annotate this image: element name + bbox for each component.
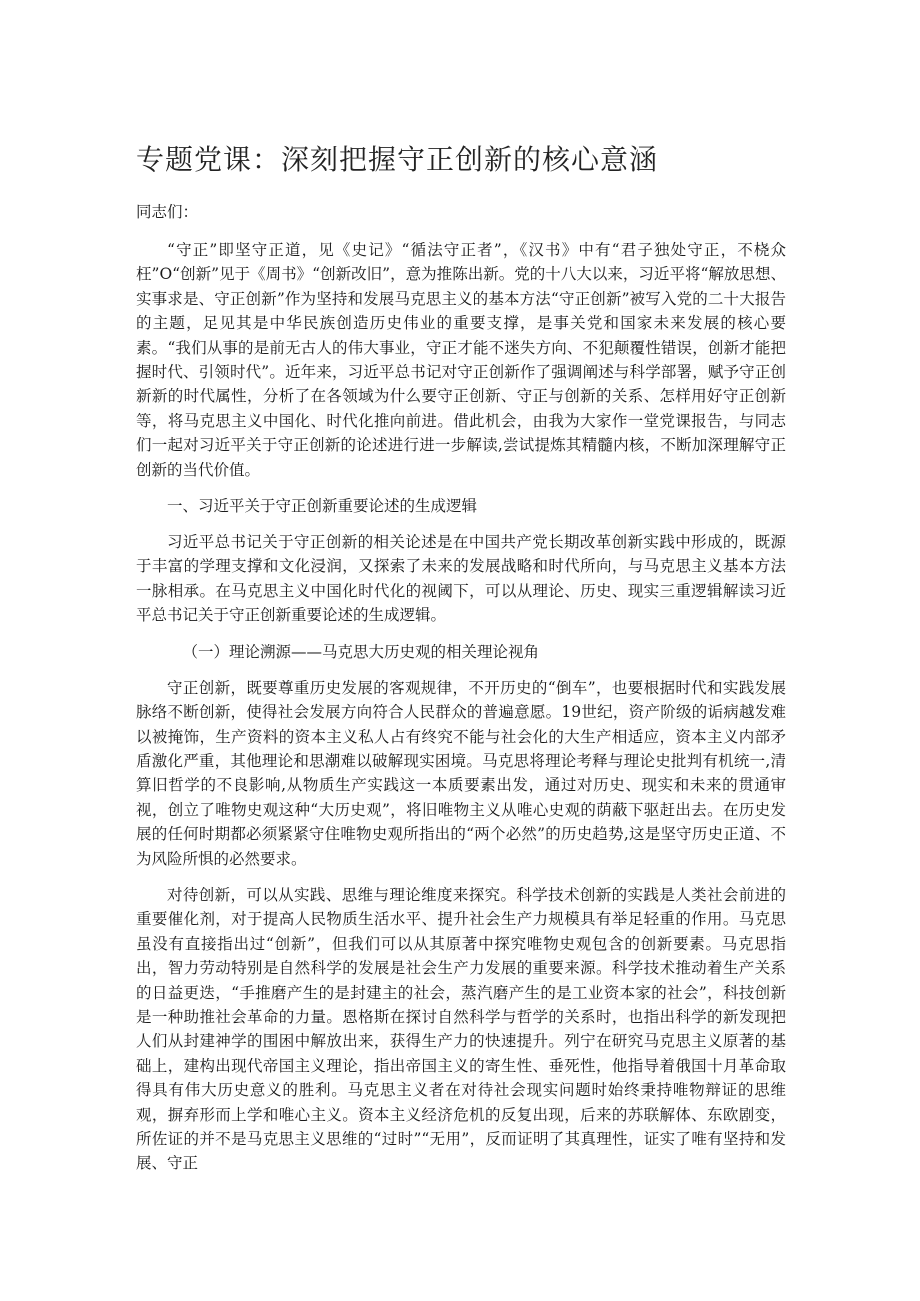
document-page	[136, 140, 786, 1188]
section-heading-1: 一、习近平关于守正创新重要论述的生成逻辑	[167, 497, 478, 516]
document-title: 专题党课：深刻把握守正创新的核心意涵	[136, 143, 659, 176]
intro-paragraph: “守正”即坚守正道，见《史记》“循法守正者”，《汉书》中有“君子独处守正，不桡众枉”O“创新”见于《周书》“创新改旧”，意为推陈出新。党的十八大以来，习近平将“解放思想、实事求是、守正创新”作为坚持和发展马克思主义的基本方法“守正创新”被写入党的二十大报告的主题，足见其是中华民族创造历史伟业的重要支撑，是事关党和国家未来发展的核心要素。“我们从事的是前无古人的伟大事业，守正才能不迷失方向、不犯颠覆性错误，创新才能把握时代、引领时代”。近年来，习近平总书记对守正创新作了强调阐述与科学部署，赋予守正创新新的时代属性，分析了在各领域为什么要守正创新、守正与创新的关系、怎样用好守正创新等，将马克思主义中国化、时代化推向前进。借此机会，由我为大家作一堂党课报告，与同志们一起对习近平关于守正创新的论述进行进一步解读,尝试提炼其精髓内核，不断加深理解守正创新的当代价值。	[136, 241, 786, 479]
section-1-paragraph: 习近平总书记关于守正创新的相关论述是在中国共产党长期改革创新实践中形成的，既源于丰富的学理支撑和文化浸润，又探索了未来的发展战略和时代所向，与马克思主义基本方法一脉相承。在马克思主义中国化时代化的视阈下，可以从理论、历史、现实三重逻辑解读习近平总书记关于守正创新重要论述的生成逻辑。	[136, 533, 786, 625]
subsection-heading-1: （一）理论溯源——马克思大历史观的相关理论视角	[182, 642, 540, 661]
subsection-1-paragraph-2: 对待创新，可以从实践、思维与理论维度来探究。科学技术创新的实践是人类社会前进的重要催化剂，对于提高人民物质生活水平、提升社会生产力规模具有举足轻重的作用。马克思虽没有直接指出过“创新”，但我们可以从其原著中探究唯物史观包含的创新要素。马克思指出，智力劳动特别是自然科学的发展是社会生产力发展的重要来源。科学技术推动着生产关系的日益更迭，“手推磨产生的是封建主的社会，蒸汽磨产生的是工业资本家的社会”，科技创新是一种助推社会革命的力量。恩格斯在探讨自然科学与哲学的关系时，也指出科学的新发现把人们从封建神学的围困中解放出来，获得生产力的快速提升。列宁在研究马克思主义原著的基础上，建构出现代帝国主义理论，指出帝国主义的寄生性、垂死性，他指导着俄国十月革命取得具有伟大历史意义的胜利。马克思主义者在对待社会现实问题时始终秉持唯物辩证的思维观，摒弃形而上学和唯心主义。资本主义经济危机的反复出现，后来的苏联解体、东欧剧变，所佐证的并不是马克思主义思维的“过时”“无用”，反而证明了其真理性，证实了唯有坚持和发展、守正	[136, 885, 786, 1173]
subsection-1-paragraph-1: 守正创新，既要尊重历史发展的客观规律，不开历史的“倒车”，也要根据时代和实践发展脉络不断创新，使得社会发展方向符合人民群众的普遍意愿。19世纪，资产阶级的诟病越发难以被掩饰，生产资料的资本主义私人占有终究不能与社会化的大生产相适应，资本主义内部矛盾激化严重，其他理论和思潮难以破解现实困境。马克思将理论考释与理论史批判有机统一,清算旧哲学的不良影响,从物质生产实践这一本质要素出发，通过对历史、现实和未来的贯通审视，创立了唯物史观这种“大历史观”，将旧唯物主义从唯心史观的荫蔽下驱赶出去。在历史发展的任何时期都必须紧紧守住唯物史观所指出的“两个必然”的历史趋势,这是坚守历史正道、不为风险所惧的必然要求。	[136, 678, 786, 868]
salutation: 同志们：	[136, 203, 199, 221]
